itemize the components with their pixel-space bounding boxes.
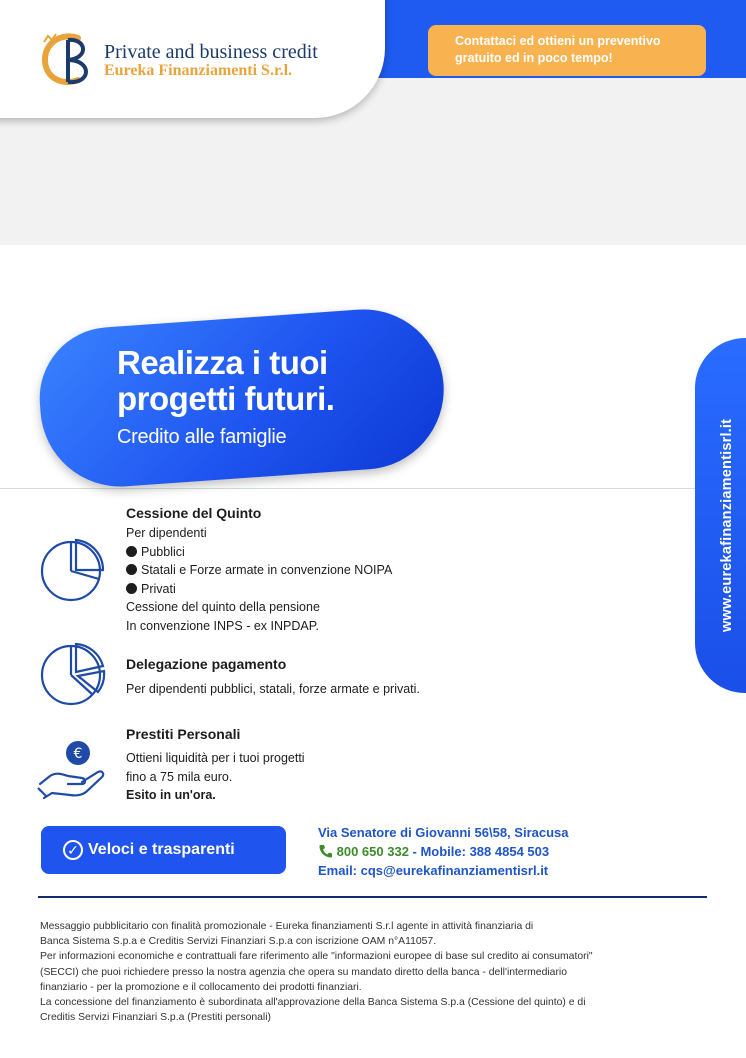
- hero-subtitle: Credito alle famiglie: [117, 426, 287, 448]
- service-text-prestiti: [126, 749, 305, 805]
- phone-line: [318, 842, 569, 861]
- website-link[interactable]: www.eurekafinanziamentisrl.it: [719, 418, 735, 632]
- bullet-item: Statali e Forze armate in convenzione NOIPA: [126, 561, 392, 580]
- bullet-dot-icon: [126, 546, 137, 557]
- disclaimer-line: Messaggio pubblicitario con finalità promozionale - Eureka finanziamenti S.r.l agente in attività finanziaria di: [40, 921, 534, 932]
- brand-name: Private and business credit: [104, 41, 318, 63]
- quote-cta-box[interactable]: Contattaci ed ottieni un preventivo gratuito ed in poco tempo!: [428, 25, 706, 76]
- cb-monogram-logo-icon: [38, 28, 100, 90]
- disclaimer-line: Creditis Servizi Finanziari S.p.a (Prestiti personali): [40, 1012, 271, 1024]
- service-title-prestiti: Prestiti Personali: [126, 726, 241, 742]
- fast-transparent-label: Veloci e trasparenti: [88, 841, 235, 858]
- service-extra-line: In convenzione INPS - ex INPDAP.: [126, 618, 319, 633]
- check-circle-icon: ✓: [63, 840, 83, 860]
- service-line-bold: Esito in un'ora.: [126, 788, 216, 802]
- email[interactable]: Email: cqs@eurekafinanziamentisrl.it: [318, 863, 549, 878]
- service-title-delegazione: Delegazione pagamento: [126, 656, 287, 672]
- address: Via Senatore di Giovanni 56\58, Siracusa: [318, 825, 569, 840]
- contact-block: [318, 823, 569, 880]
- hero-title-line2: progetti futuri.: [117, 380, 335, 417]
- phone-icon: [318, 844, 333, 858]
- fast-transparent-button[interactable]: [41, 826, 286, 874]
- service-text-cessione: [126, 524, 392, 635]
- hand-euro-coin-icon: [36, 738, 108, 800]
- mobile-number[interactable]: - Mobile: 388 4854 503: [408, 844, 550, 859]
- bullet-dot-icon: [126, 564, 137, 575]
- pie-chart-segments-icon: [40, 642, 106, 708]
- disclaimer-line: Banca Sistema S.p.a e Creditis Servizi Finanziari S.p.a con iscrizione OAM n°A11057.: [40, 936, 437, 948]
- phone-number[interactable]: 800 650 332: [336, 844, 409, 859]
- service-text-delegazione: Per dipendenti pubblici, statali, forze armate e privati.: [126, 682, 420, 696]
- bullet-dot-icon: [126, 583, 137, 594]
- bullet-item: Privati: [126, 580, 392, 599]
- service-line: Ottieni liquidità per i tuoi progetti: [126, 751, 305, 765]
- service-intro: Per dipendenti: [126, 526, 207, 540]
- service-extra-line: Cessione del quinto della pensione: [126, 600, 320, 614]
- hero-title: [117, 345, 334, 417]
- pie-chart-icon: [39, 537, 105, 603]
- hero-title-line1: Realizza i tuoi: [117, 344, 328, 381]
- disclaimer-line: Per informazioni economiche e contrattuali fare riferimento alle "informazioni europee di base sul credito ai consumatori": [40, 951, 593, 963]
- legal-disclaimer: [40, 919, 710, 1025]
- service-line: fino a 75 mila euro.: [126, 769, 233, 784]
- brand-company: Eureka Finanziamenti S.r.l.: [104, 62, 293, 79]
- bullet-item: Pubblici: [126, 543, 392, 562]
- disclaimer-line: finanziario - per la promozione e il collocamento dei prodotti finanziari.: [40, 981, 362, 993]
- svg-text:€: €: [73, 746, 83, 762]
- disclaimer-line: La concessione del finanziamento è subordinata all'approvazione della Banca Sistema S.p.a (Cessione del quinto) e di: [40, 997, 586, 1009]
- service-title-cessione: Cessione del Quinto: [126, 505, 262, 521]
- disclaimer-line: (SECCI) che puoi richiedere presso la nostra agenzia che opera su mandato diretto della banca - dell'intermediario: [40, 966, 568, 978]
- hero-divider-line: [0, 488, 746, 489]
- footer-divider: [38, 896, 707, 898]
